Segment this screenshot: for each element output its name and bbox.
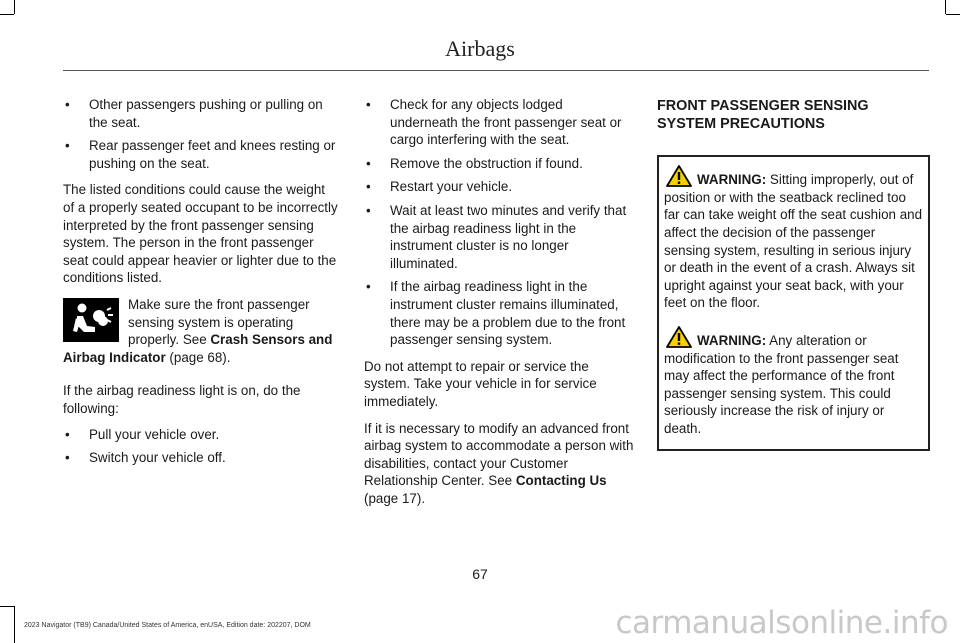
list-item-text: Other passengers pushing or pulling on the seat. [89, 97, 323, 130]
list-item-text: Wait at least two minutes and verify that the airbag readiness light in the instrument cluster is no longer illuminated. [390, 202, 627, 271]
warning-item [664, 326, 924, 438]
list-item-text: If the airbag readiness light in the instrument cluster remains illuminated, there may be a problem due to the front passenger sensing system. [390, 279, 626, 348]
bullet: • [366, 279, 371, 295]
crop-mark [946, 14, 960, 15]
paragraph-text: If it is necessary to modify an advanced front airbag system to accommodate a person with disabilities, contact your Customer Relationship Center. See [364, 420, 634, 489]
list-item-text: Remove the obstruction if found. [390, 155, 583, 171]
airbag-indicator-icon [63, 298, 119, 342]
bullet: • [65, 426, 70, 442]
paragraph: The listed conditions could cause the weight of a properly seated occupant to be incorrectly interpreted by the front passenger sensing system. The person in the front passenger seat could appear heavier or lighter due to the conditions listed. [63, 182, 338, 286]
list-item [63, 426, 338, 444]
header-divider [63, 70, 929, 71]
warning-item [664, 165, 924, 312]
indicator-note [63, 296, 338, 366]
list-item [63, 449, 338, 467]
crop-mark [0, 14, 14, 15]
list-item [63, 96, 338, 131]
edition-footer: 2023 Navigator (TB9) Canada/United States of America, enUSA, Edition date: 202207, DOM [24, 622, 311, 629]
warning-label: WARNING: [697, 332, 767, 348]
list-item-text: Check for any objects lodged underneath the front passenger seat or cargo interfering with the seat. [390, 97, 622, 148]
cross-reference-link[interactable]: Crash Sensors and Airbag Indicator [63, 332, 333, 365]
bullet: • [366, 202, 371, 218]
section-heading: FRONT PASSENGER SENSING SYSTEM PRECAUTIONS [657, 98, 869, 132]
paragraph [364, 420, 634, 508]
warning-box [657, 155, 930, 450]
list-item-text: Switch your vehicle off. [89, 450, 226, 466]
column-left [63, 96, 338, 473]
crop-mark [14, 606, 15, 643]
paragraph: If the airbag readiness light is on, do the following: [63, 383, 301, 416]
bullet: • [366, 155, 371, 171]
bullet: • [366, 97, 371, 112]
crop-mark [945, 0, 946, 14]
list-item [364, 178, 634, 196]
page-number: 67 [472, 566, 488, 582]
cross-reference-link[interactable]: Contacting Us [515, 473, 607, 489]
column-middle [364, 96, 634, 513]
bullet: • [65, 138, 70, 154]
crop-mark [14, 0, 15, 14]
paragraph: Do not attempt to repair or service the system. Take your vehicle in for service immediately. [364, 358, 597, 409]
bullet: • [366, 179, 371, 195]
watermark: carmanualsonline.info [615, 605, 948, 641]
warning-triangle-icon [666, 326, 692, 348]
list-item [364, 96, 634, 149]
crop-mark [0, 606, 14, 607]
column-right [657, 96, 929, 451]
warning-text: Sitting improperly, out of position or with the seatback reclined too far can take weight off the seat cushion and affect the decision of the passenger sensing system, resulting in serious injury or death in the event of a crash. Always sit upright against your seat back, with your feet on the floor. [664, 172, 923, 311]
warning-label: WARNING: [697, 172, 767, 188]
list-item [364, 278, 634, 348]
indicator-note-text: Make sure the front passenger sensing system is operating properly. See [128, 296, 310, 348]
list-item [364, 155, 634, 173]
list-item-text: Restart your vehicle. [390, 179, 513, 195]
list-item-text: Pull your vehicle over. [89, 426, 220, 442]
bullet: • [65, 97, 70, 112]
list-item [364, 202, 634, 272]
page-reference: (page 68). [165, 349, 231, 365]
bullet: • [65, 450, 70, 466]
page-reference: (page 17). [364, 490, 426, 506]
page-title: Airbags [445, 36, 515, 61]
list-item-text: Rear passenger feet and knees resting or pushing on the seat. [89, 138, 336, 171]
warning-triangle-icon [666, 165, 692, 187]
warning-text: Any alteration or modification to the front passenger seat may affect the performance of the front passenger sensing system. This could seriously increase the risk of injury or death. [664, 332, 899, 436]
list-item [63, 137, 338, 172]
